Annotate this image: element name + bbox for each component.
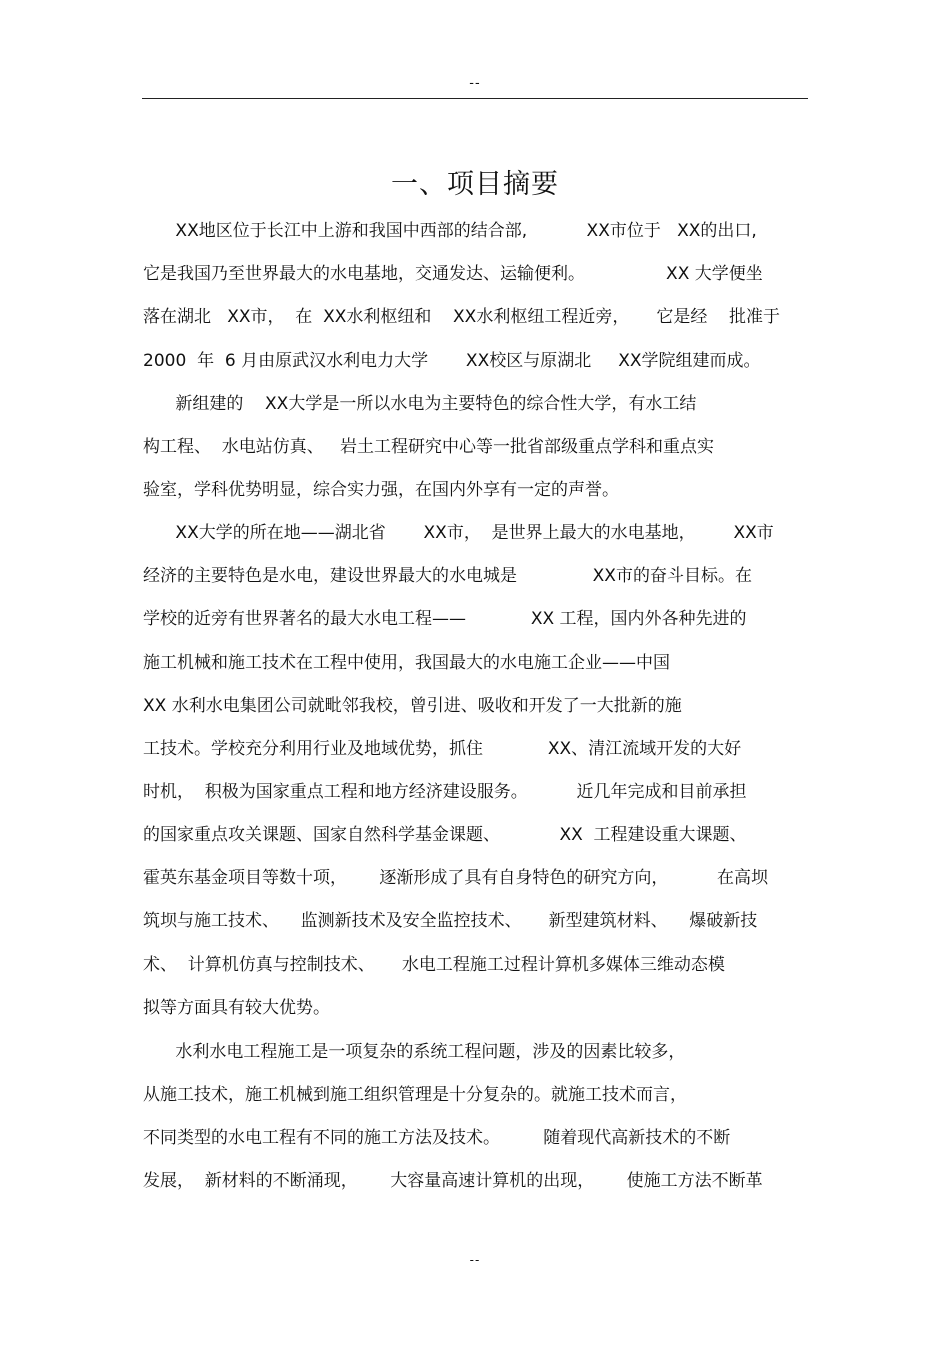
text-line: 经济的主要特色是水电，建设世界最大的水电城是 XX市的奋斗目标。在 [143, 566, 752, 586]
text-line: 的国家重点攻关课题、国家自然科学基金课题、 XX 工程建设重大课题、 [143, 825, 747, 845]
text-line: 验室，学科优势明显，综合实力强，在国内外享有一定的声誉。 [143, 480, 619, 500]
text-line: XX 水利水电集团公司就毗邻我校，曾引进、吸收和开发了一大批新的施 [143, 696, 682, 716]
text-line: 筑坝与施工技术、 监测新技术及安全监控技术、 新型建筑材料、 爆破新技 [143, 911, 758, 931]
text-line: XX地区位于长江中上游和我国中西部的结合部, XX市位于 XX的出口, [143, 221, 757, 241]
text-line: 不同类型的水电工程有不同的施工方法及技术。 随着现代高新技术的不断 [143, 1128, 731, 1148]
text-line: 从施工技术，施工机械到施工组织管理是十分复杂的。就施工技术而言， [143, 1085, 687, 1105]
text-line: 构工程、 水电站仿真、 岩土工程研究中心等一批省部级重点学科和重点实 [143, 437, 715, 457]
text-line: XX大学的所在地——湖北省 XX市， 是世界上最大的水电基地， XX市 [143, 523, 774, 543]
page-footer-mark: -- [469, 1253, 481, 1267]
text-line: 术、 计算机仿真与控制技术、 水电工程施工过程计算机多媒体三维动态模 [143, 955, 725, 975]
text-line: 学校的近旁有世界著名的最大水电工程—— XX 工程，国内外各种先进的 [143, 609, 747, 629]
text-line: 新组建的 XX大学是一所以水电为主要特色的综合性大学，有水工结 [143, 394, 697, 414]
text-line: 2000 年 6 月由原武汉水利电力大学 XX校区与原湖北 XX学院组建而成。 [143, 351, 761, 371]
text-line: 施工机械和施工技术在工程中使用，我国最大的水电施工企业——中国 [143, 653, 670, 673]
text-line: 拟等方面具有较大优势。 [143, 998, 330, 1018]
text-line: 水利水电工程施工是一项复杂的系统工程问题，涉及的因素比较多， [143, 1042, 686, 1062]
page-header-mark: -- [469, 76, 481, 91]
text-line: 发展， 新材料的不断涌现， 大容量高速计算机的出现， 使施工方法不断革 [143, 1171, 763, 1191]
section-title: 一、项目摘要 [391, 169, 559, 200]
header-divider [142, 98, 808, 99]
text-line: 时机， 积极为国家重点工程和地方经济建设服务。 近几年完成和目前承担 [143, 782, 747, 802]
text-line: 落在湖北 XX市， 在 XX水利枢纽和 XX水利枢纽工程近旁， 它是经 批准于 [143, 307, 780, 327]
text-line: 它是我国乃至世界最大的水电基地，交通发达、运输便利。 XX 大学便坐 [143, 264, 763, 284]
text-line: 霍英东基金项目等数十项， 逐渐形成了具有自身特色的研究方向， 在高坝 [143, 868, 769, 888]
text-line: 工技术。学校充分利用行业及地域优势，抓住 XX、清江流域开发的大好 [143, 739, 742, 759]
